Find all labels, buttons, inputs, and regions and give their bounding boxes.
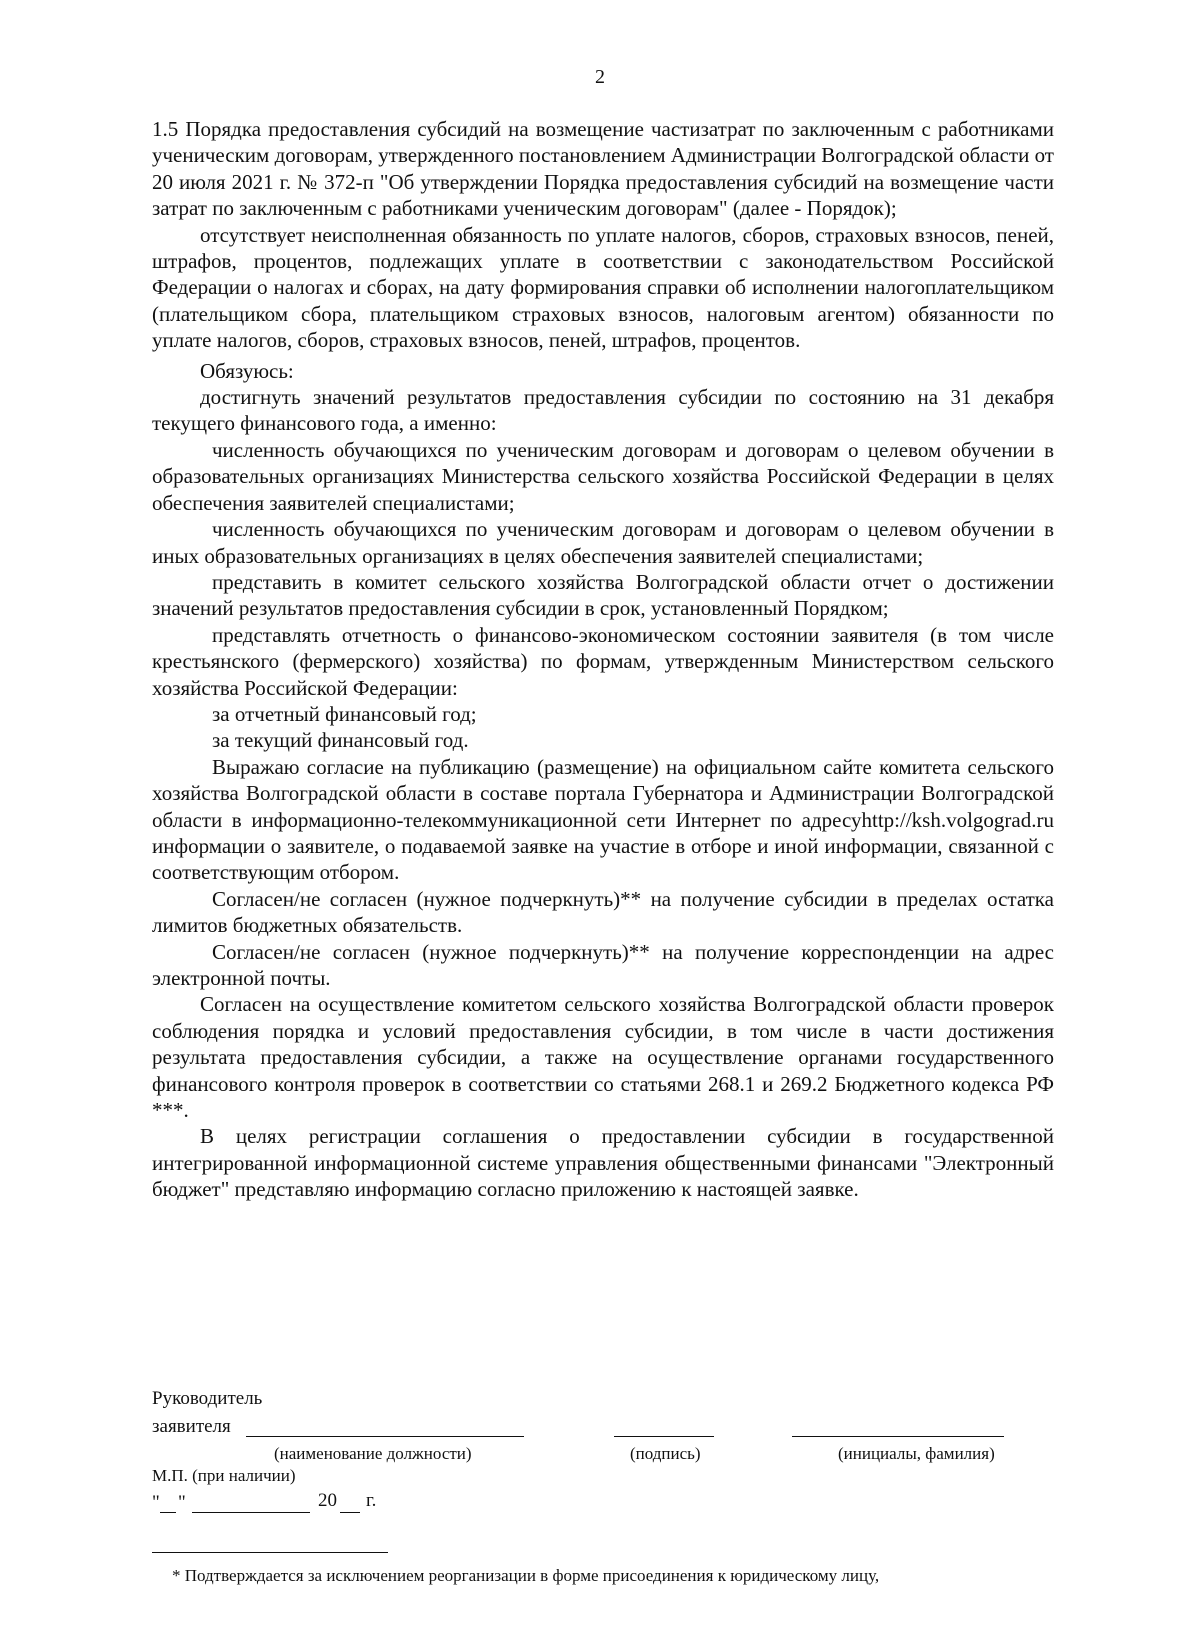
paragraph-budget-limits-consent: Согласен/не согласен (нужное подчеркнуть)** на получение субсидии в пределах остатка лимитов бюджетных обязательств. (152, 886, 1054, 938)
paragraph-current-year: за текущий финансовый год. (212, 728, 469, 753)
paragraph-inspection-consent: Согласен на осуществление комитетом сельского хозяйства Волгоградской области проверок соблюдения порядка и условий предоставления субсидии, в том числе в части достижения результата предоставления субсидии, а также на осуществление органами государственного финансового контроля проверок в соответствии со статьями 268.1 и 269.2 Бюджетного кодекса РФ ***. (152, 992, 1054, 1123)
paragraph-obligations-heading: Обязуюсь: (200, 358, 294, 383)
date-quote-close: " (178, 1492, 186, 1513)
signature-caption: (подпись) (630, 1444, 701, 1463)
paragraph-financial-reporting: представлять отчетность о финансово-экономическом состоянии заявителя (в том числе крестьянского (фермерского) хозяйства) по формам, утвержденным Министерством сельского хозяйства Российской Федерации: (152, 622, 1054, 700)
date-year-suffix: г. (366, 1490, 377, 1511)
date-year-blank[interactable] (340, 1512, 360, 1513)
name-caption: (инициалы, фамилия) (838, 1444, 995, 1463)
page-number: 2 (595, 66, 605, 88)
paragraph-reporting-year: за отчетный финансовый год; (212, 701, 477, 726)
name-blank-line[interactable] (792, 1436, 1004, 1437)
head-label-line1: Руководитель (152, 1388, 263, 1409)
document-body (152, 116, 1054, 1203)
head-label-line2: заявителя (152, 1416, 231, 1437)
footnote: * Подтверждается за исключением реорганизации в форме присоединения к юридическому лицу, (172, 1566, 880, 1585)
seal-label: М.П. (при наличии) (152, 1466, 296, 1485)
paragraph-submit-report: представить в комитет сельского хозяйства Волгоградской области отчет о достижении значений результатов предоставления субсидии в срок, установленный Порядком; (152, 569, 1054, 621)
paragraph-achieve-results: достигнуть значений результатов предоставления субсидии по состоянию на 31 декабря текущего финансового года, а именно: (152, 385, 1054, 436)
position-blank-line[interactable] (246, 1436, 524, 1437)
footnote-separator (152, 1552, 388, 1553)
paragraph-publication-consent: Выражаю согласие на публикацию (размещение) на официальном сайте комитета сельского хозяйства Волгоградской области в составе портала Губернатора и Администрации Волгоградской области в информационно-телекоммуникационной сети Интернет по адресуhttp://ksh.volgograd.ru информации о заявителе, о подаваемой заявке на участие в отборе и иной информации, связанной с соответствующим отбором. (152, 754, 1054, 885)
signature-blank-line[interactable] (614, 1436, 714, 1437)
paragraph-electronic-budget: В целях регистрации соглашения о предоставлении субсидии в государственной интегрированной информационной системе управления общественными финансами "Электронный бюджет" представляю информацию согласно приложению к настоящей заявке. (152, 1124, 1054, 1202)
paragraph-students-other: численность обучающихся по ученическим договорам и договорам о целевом обучении в иных образовательных организациях в целях обеспечения заявителей специалистами; (152, 517, 1054, 568)
paragraph-students-ministry: численность обучающихся по ученическим договорам и договорам о целевом обучении в образовательных организациях Министерства сельского хозяйства Российской Федерации в целях обеспечения заявителей специалистами; (152, 437, 1054, 515)
date-month-blank[interactable] (192, 1512, 310, 1513)
date-day-blank[interactable] (160, 1512, 176, 1513)
paragraph-email-consent: Согласен/не согласен (нужное подчеркнуть)** на получение корреспонденции на адрес электронной почты. (152, 939, 1054, 990)
position-caption: (наименование должности) (274, 1444, 472, 1463)
paragraph-order-reference: 1.5 Порядка предоставления субсидий на возмещение частизатрат по заключенным с работниками ученическим договорам, утвержденного постановлением Администрации Волгоградской области от 20 июля 2021 г. № 372-п "Об утверждении Порядка предоставления субсидий на возмещение части затрат по заключенным с работниками ученическим договорам" (далее - Порядок); (152, 117, 1054, 221)
paragraph-no-tax-debt: отсутствует неисполненная обязанность по уплате налогов, сборов, страховых взносов, пеней, штрафов, процентов, подлежащих уплате в соответствии с законодательством Российской Федерации о налогах и сборах, на дату формирования справки об исполнении налогоплательщиком (плательщиком сбора, плательщиком страховых взносов, налоговым агентом) обязанности по уплате налогов, сборов, страховых взносов, пеней, штрафов, процентов. (152, 222, 1054, 353)
date-year-prefix: 20 (318, 1490, 337, 1511)
date-quote-open: " (152, 1492, 160, 1513)
